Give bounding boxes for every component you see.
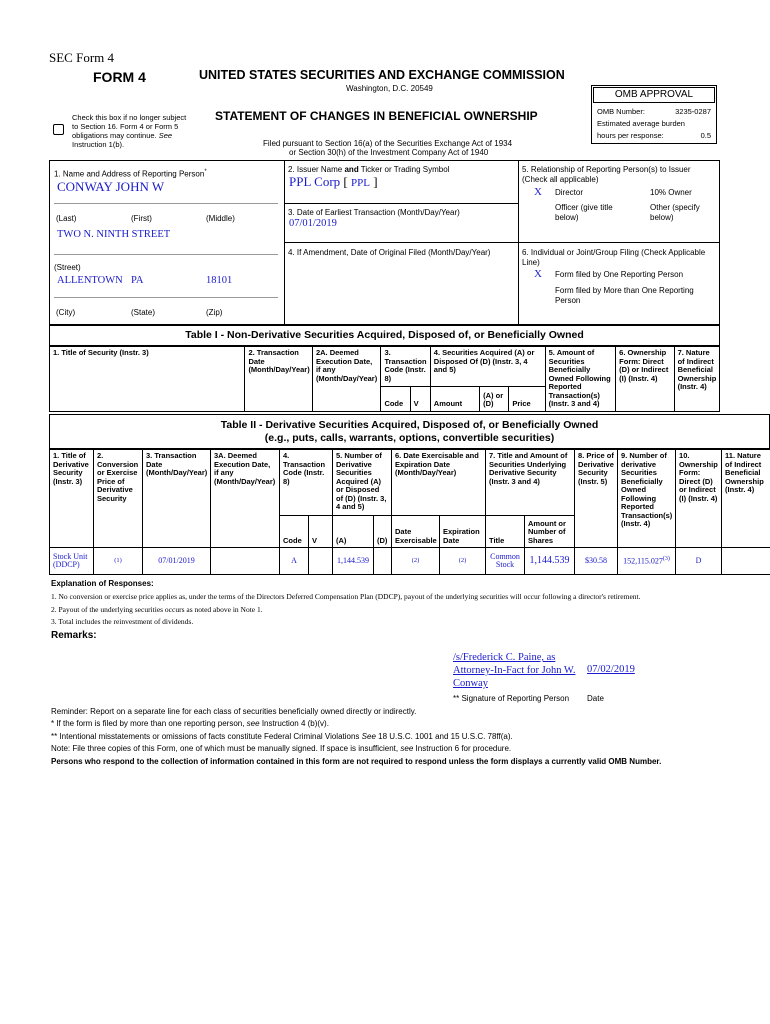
t2-h10: 10. Ownership Form: Direct (D) or Indirect (I) (Instr. 4) — [676, 450, 722, 548]
issuer-name: PPL Corp — [289, 174, 341, 189]
earliest-date-label: 3. Date of Earliest Transaction (Month/Day/Year) — [288, 208, 460, 217]
filing-label: 6. Individual or Joint/Group Filing (Check Applicable Line) — [522, 248, 706, 267]
table2-title: Table II - Derivative Securities Acquired, Disposed of, or Beneficially Owned (e.g., puts, calls, warrants, options, convertible securities) — [220, 419, 599, 444]
omb-number-value: 3235-0287 — [675, 107, 711, 116]
t2-a: (A) — [333, 516, 374, 548]
burden-label: Estimated average burden — [597, 119, 685, 128]
one-person-mark: X — [534, 268, 542, 280]
note-text: Note: File three copies of this Form, one of which must be manually signed. If space is insufficient, see Instruction 6 for procedure. — [51, 744, 512, 753]
director-label: Director — [555, 188, 584, 197]
row-title: Common Stock — [486, 548, 525, 575]
row-acquired: 1,144.539 — [333, 548, 374, 575]
reminder-text: Reminder: Report on a separate line for each class of securities beneficially owned directly or indirectly. — [51, 707, 417, 716]
t2-h3: 3. Transaction Date (Month/Day/Year) — [143, 450, 211, 548]
signature-date[interactable]: 07/02/2019 — [587, 664, 635, 675]
more-persons-label: Form filed by More than One Reporting Person — [555, 286, 694, 305]
t2-h2: 2. Conversion or Exercise Price of Derivative Security — [94, 450, 143, 548]
t2-date-exercisable: Date Exercisable — [392, 516, 440, 548]
row-conversion: (1) — [94, 548, 143, 575]
omb-approval-title: OMB APPROVAL — [593, 87, 715, 103]
issuer-name-line: PPL Corp [ PPL ] — [289, 174, 378, 189]
row-security: Stock Unit (DDCP) — [50, 548, 94, 575]
persons-respond-text: Persons who respond to the collection of information contained in this form are not required to respond unless the form displays a currently valid OMB Number. — [51, 757, 662, 766]
earliest-date-value: 07/01/2019 — [289, 218, 337, 229]
t2-h9: 9. Number of derivative Securities Beneficially Owned Following Reported Transaction(s) (Instr. 4) — [618, 450, 676, 548]
last-label: (Last) — [56, 214, 77, 223]
t1-a-or-d: (A) or (D) — [480, 387, 509, 411]
row-disposed — [374, 548, 392, 575]
street-value: TWO N. NINTH STREET — [57, 229, 171, 240]
t1-amount: Amount — [430, 387, 479, 411]
t2-h6: 6. Date Exercisable and Expiration Date (Month/Day/Year) — [392, 450, 486, 516]
row-date: 07/01/2019 — [143, 548, 211, 575]
signature-line-2[interactable]: Attorney-In-Fact for John W. — [453, 665, 576, 676]
signature-label: ** Signature of Reporting Person — [453, 694, 570, 703]
other-label: Other (specify below) — [650, 203, 700, 222]
remarks-title: Remarks: — [51, 630, 97, 641]
t2-title: Title — [486, 516, 525, 548]
t2-h8: 8. Price of Derivative Security (Instr. 5) — [575, 450, 618, 548]
issuer-ticker: PPL — [351, 177, 370, 189]
t1-h2: 2. Transaction Date (Month/Day/Year) — [245, 347, 313, 412]
city-label: (City) — [56, 308, 76, 317]
amendment-label: 4. If Amendment, Date of Original Filed (Month/Day/Year) — [288, 248, 491, 257]
row-date-exercisable: (2) — [392, 548, 440, 575]
reporting-person-label: 1. Name and Address of Reporting Person* — [54, 169, 207, 179]
middle-label: (Middle) — [206, 214, 235, 223]
t1-h7: 7. Nature of Indirect Beneficial Ownership (Instr. 4) — [674, 347, 719, 412]
explanation-note-3: 3. Total includes the reinvestment of dividends. — [51, 617, 194, 626]
t2-h11: 11. Nature of Indirect Beneficial Ownership (Instr. 4) — [722, 450, 770, 548]
city-value: ALLENTOWN — [57, 275, 123, 286]
t2-d: (D) — [374, 516, 392, 548]
row-expiration: (2) — [440, 548, 486, 575]
signature-block[interactable] — [453, 651, 575, 690]
no-longer-subject-checkbox[interactable] — [53, 124, 64, 135]
t1-code: Code — [381, 387, 410, 411]
relationship-label: 5. Relationship of Reporting Person(s) to Issuer (Check all applicable) — [522, 165, 691, 184]
row-v — [309, 548, 333, 575]
first-label: (First) — [131, 214, 152, 223]
t2-h4: 4. Transaction Code (Instr. 8) — [280, 450, 333, 516]
table-row — [50, 548, 770, 575]
t2-h5: 5. Number of Derivative Securities Acquired (A) or Disposed of (D) (Instr. 3, 4 and 5) — [333, 450, 392, 516]
t1-h4: 4. Securities Acquired (A) or Disposed Of (D) (Instr. 3, 4 and 5) — [430, 347, 545, 387]
t1-h6: 6. Ownership Form: Direct (D) or Indirect (I) (Instr. 4) — [616, 347, 674, 412]
t1-h2a: 2A. Deemed Execution Date, if any (Month/Day/Year) — [312, 347, 381, 412]
reporting-person-name: CONWAY JOHN W — [57, 179, 165, 194]
sec-form-label: SEC Form 4 — [49, 50, 115, 65]
signature-line-3[interactable]: Conway — [453, 678, 488, 689]
row-form: D — [676, 548, 722, 575]
t2-h1: 1. Title of Derivative Security (Instr. 3) — [50, 450, 94, 548]
table2-title-box — [49, 414, 770, 449]
row-shares: 1,144.539 — [525, 548, 575, 575]
signature-line-1[interactable]: /s/Frederick C. Paine, as — [453, 652, 556, 663]
state-label: (State) — [131, 308, 156, 317]
t1-v: V — [410, 387, 430, 411]
commission-location: Washington, D.C. 20549 — [346, 84, 433, 93]
table1 — [49, 346, 720, 412]
t2-h3a: 3A. Deemed Execution Date, if any (Month/Day/Year) — [211, 450, 280, 548]
t1-price: Price — [509, 387, 545, 411]
officer-label: Officer (give title below) — [555, 203, 613, 222]
footnote-double-star: ** Intentional misstatements or omissions of facts constitute Federal Criminal Violations See 18 U.S.C. 1001 and 15 U.S.C. 78ff(a). — [51, 732, 513, 741]
explanation-title: Explanation of Responses: — [51, 579, 154, 588]
ten-percent-owner-label: 10% Owner — [650, 188, 692, 197]
footnote-star: * If the form is filed by more than one reporting person, see Instruction 4 (b)(v). — [51, 719, 329, 728]
row-deemed-date — [211, 548, 280, 575]
zip-label: (Zip) — [206, 308, 223, 317]
filed-pursuant-line2: or Section 30(h) of the Investment Company Act of 1940 — [289, 148, 489, 157]
hours-value: 0.5 — [700, 131, 711, 140]
t1-h1: 1. Title of Security (Instr. 3) — [50, 347, 245, 412]
filed-pursuant-line1: Filed pursuant to Section 16(a) of the Securities Exchange Act of 1934 — [263, 139, 513, 148]
hours-label: hours per response: — [597, 131, 664, 140]
t2-v: V — [309, 516, 333, 548]
t1-h5: 5. Amount of Securities Beneficially Owned Following Reported Transaction(s) (Instr. 3 and 4) — [545, 347, 616, 412]
date-label: Date — [587, 694, 604, 703]
omb-number-label: OMB Number: — [597, 107, 645, 116]
t2-amount-shares: Amount or Number of Shares — [525, 516, 575, 548]
explanation-note-1: 1. No conversion or exercise price applies as, under the terms of the Directors Deferred Compensation Plan (DDCP), payout of the underlying securities will occur following a director's retirement. — [51, 592, 641, 601]
omb-approval-box — [591, 85, 717, 144]
commission-title: UNITED STATES SECURITIES AND EXCHANGE COMMISSION — [199, 68, 565, 82]
statement-title: STATEMENT OF CHANGES IN BENEFICIAL OWNERSHIP — [215, 109, 538, 123]
t2-h7: 7. Title and Amount of Securities Underlying Derivative Security (Instr. 3 and 4) — [486, 450, 575, 516]
row-nature — [722, 548, 770, 575]
one-person-label: Form filed by One Reporting Person — [555, 270, 684, 279]
zip-value: 18101 — [206, 275, 233, 286]
table2 — [49, 449, 770, 575]
row-owned: 152,115.027$^{(3)}$ — [618, 548, 676, 575]
issuer-label: 2. Issuer Name and Ticker or Trading Symbol — [288, 165, 450, 174]
checkbox-label: Check this box if no longer subject to Section 16. Form 4 or Form 5 obligations may continue. See Instruction 1(b). — [72, 113, 187, 149]
state-value: PA — [131, 275, 144, 286]
t1-h3: 3. Transaction Code (Instr. 8) — [381, 347, 430, 387]
table1-title-box — [49, 325, 720, 346]
explanation-note-2: 2. Payout of the underlying securities occurs as noted above in Note 1. — [51, 605, 263, 614]
t2-expiration-date: Expiration Date — [440, 516, 486, 548]
t2-code: Code — [280, 516, 309, 548]
row-code: A — [280, 548, 309, 575]
street-label: (Street) — [54, 263, 81, 272]
director-mark: X — [534, 186, 542, 198]
row-price: $30.58 — [575, 548, 618, 575]
table1-title: Table I - Non-Derivative Securities Acquired, Disposed of, or Beneficially Owned — [185, 329, 584, 341]
form-4-label: FORM 4 — [93, 69, 146, 85]
